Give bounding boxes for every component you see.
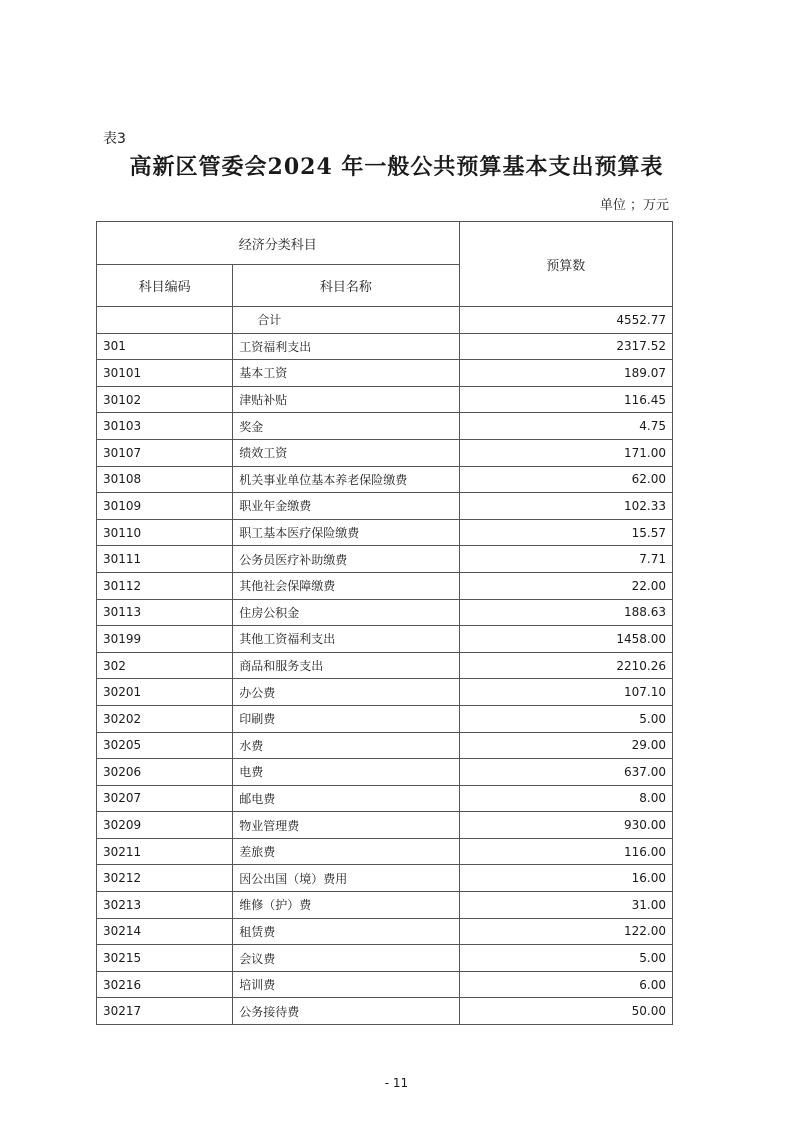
subject-name-cell: 合计 [233, 307, 459, 334]
table-row [97, 705, 673, 732]
budget-amount-cell: 102.33 [459, 493, 672, 520]
subject-name-cell: 基本工资 [233, 360, 459, 387]
subject-name-cell: 商品和服务支出 [233, 652, 459, 679]
budget-amount-cell: 5.00 [459, 945, 672, 972]
subject-name-cell: 物业管理费 [233, 812, 459, 839]
budget-amount-cell: 2317.52 [459, 333, 672, 360]
budget-amount-cell: 5.00 [459, 705, 672, 732]
subject-code-cell: 30206 [97, 759, 233, 786]
subject-name-cell: 会议费 [233, 945, 459, 972]
subject-name-cell: 公务员医疗补助缴费 [233, 546, 459, 573]
subject-code-cell: 30207 [97, 785, 233, 812]
subject-name-cell: 邮电费 [233, 785, 459, 812]
subject-code-cell: 30212 [97, 865, 233, 892]
budget-amount-cell: 22.00 [459, 572, 672, 599]
budget-amount-cell: 15.57 [459, 519, 672, 546]
subject-code-cell: 30209 [97, 812, 233, 839]
subject-name-cell: 公务接待费 [233, 998, 459, 1025]
table-row [97, 971, 673, 998]
header-subject-name: 科目名称 [233, 265, 459, 307]
budget-amount-cell: 2210.26 [459, 652, 672, 679]
subject-name-cell: 水费 [233, 732, 459, 759]
table-row [97, 519, 673, 546]
table-row [97, 812, 673, 839]
table-row [97, 732, 673, 759]
subject-name-cell: 津贴补贴 [233, 386, 459, 413]
subject-code-cell: 30102 [97, 386, 233, 413]
subject-code-cell: 30112 [97, 572, 233, 599]
subject-name-cell: 印刷费 [233, 705, 459, 732]
subject-name-cell: 电费 [233, 759, 459, 786]
subject-name-cell: 绩效工资 [233, 439, 459, 466]
budget-amount-cell: 7.71 [459, 546, 672, 573]
subject-name-cell: 其他工资福利支出 [233, 626, 459, 653]
subject-name-cell: 职工基本医疗保险缴费 [233, 519, 459, 546]
subject-name-cell: 住房公积金 [233, 599, 459, 626]
subject-code-cell: 30111 [97, 546, 233, 573]
table-row [97, 572, 673, 599]
table-row [97, 599, 673, 626]
table-row [97, 386, 673, 413]
subject-code-cell: 30214 [97, 918, 233, 945]
subject-name-cell: 维修（护）费 [233, 892, 459, 919]
subject-code-cell: 30199 [97, 626, 233, 653]
budget-amount-cell: 637.00 [459, 759, 672, 786]
subject-code-cell: 30103 [97, 413, 233, 440]
subject-code-cell: 30109 [97, 493, 233, 520]
subject-name-cell: 差旅费 [233, 838, 459, 865]
budget-amount-cell: 6.00 [459, 971, 672, 998]
budget-amount-cell: 1458.00 [459, 626, 672, 653]
budget-amount-cell: 116.45 [459, 386, 672, 413]
budget-amount-cell: 171.00 [459, 439, 672, 466]
subject-name-cell: 机关事业单位基本养老保险缴费 [233, 466, 459, 493]
unit-label: 单位 ；万元 [599, 198, 669, 213]
budget-amount-cell: 930.00 [459, 812, 672, 839]
table-row [97, 892, 673, 919]
subject-code-cell: 30215 [97, 945, 233, 972]
budget-amount-cell: 189.07 [459, 360, 672, 387]
table-row [97, 918, 673, 945]
document-title: 高新区管委会2024 年一般公共预算基本支出预算表 [129, 154, 664, 180]
table-row [97, 360, 673, 387]
subject-name-cell: 租赁费 [233, 918, 459, 945]
header-economic-classification: 经济分类科目 [97, 222, 460, 265]
subject-code-cell: 30217 [97, 998, 233, 1025]
budget-amount-cell: 4552.77 [459, 307, 672, 334]
table-row [97, 785, 673, 812]
budget-amount-cell: 29.00 [459, 732, 672, 759]
table-row [97, 945, 673, 972]
budget-amount-cell: 31.00 [459, 892, 672, 919]
table-row [97, 998, 673, 1025]
subject-code-cell: 30205 [97, 732, 233, 759]
subject-code-cell: 30101 [97, 360, 233, 387]
budget-amount-cell: 107.10 [459, 679, 672, 706]
subject-name-cell: 职业年金缴费 [233, 493, 459, 520]
table-row [97, 652, 673, 679]
budget-table [96, 221, 673, 1025]
subject-name-cell: 培训费 [233, 971, 459, 998]
subject-code-cell: 30113 [97, 599, 233, 626]
subject-name-cell: 因公出国（境）费用 [233, 865, 459, 892]
table-row [97, 466, 673, 493]
table-row [97, 439, 673, 466]
page-number: - 11 [384, 1076, 409, 1090]
subject-code-cell [97, 307, 233, 334]
table-row [97, 546, 673, 573]
subject-name-cell: 奖金 [233, 413, 459, 440]
budget-amount-cell: 16.00 [459, 865, 672, 892]
header-budget-amount: 预算数 [459, 222, 672, 307]
subject-code-cell: 30216 [97, 971, 233, 998]
table-row [97, 333, 673, 360]
subject-code-cell: 30213 [97, 892, 233, 919]
table-label: 表3 [103, 131, 126, 147]
budget-amount-cell: 8.00 [459, 785, 672, 812]
table-row [97, 759, 673, 786]
budget-amount-cell: 116.00 [459, 838, 672, 865]
budget-amount-cell: 50.00 [459, 998, 672, 1025]
table-row [97, 413, 673, 440]
subject-name-cell: 办公费 [233, 679, 459, 706]
budget-amount-cell: 188.63 [459, 599, 672, 626]
subject-code-cell: 30107 [97, 439, 233, 466]
subject-code-cell: 301 [97, 333, 233, 360]
subject-code-cell: 30201 [97, 679, 233, 706]
table-row [97, 626, 673, 653]
table-row [97, 865, 673, 892]
table-row [97, 679, 673, 706]
subject-name-cell: 工资福利支出 [233, 333, 459, 360]
table-body [97, 307, 673, 1025]
subject-name-cell: 其他社会保障缴费 [233, 572, 459, 599]
subject-code-cell: 30110 [97, 519, 233, 546]
subject-code-cell: 30108 [97, 466, 233, 493]
table-row [97, 838, 673, 865]
budget-amount-cell: 4.75 [459, 413, 672, 440]
table-row [97, 493, 673, 520]
budget-amount-cell: 62.00 [459, 466, 672, 493]
header-subject-code: 科目编码 [97, 265, 233, 307]
subject-code-cell: 302 [97, 652, 233, 679]
subject-code-cell: 30202 [97, 705, 233, 732]
subject-code-cell: 30211 [97, 838, 233, 865]
table-row [97, 307, 673, 334]
budget-amount-cell: 122.00 [459, 918, 672, 945]
